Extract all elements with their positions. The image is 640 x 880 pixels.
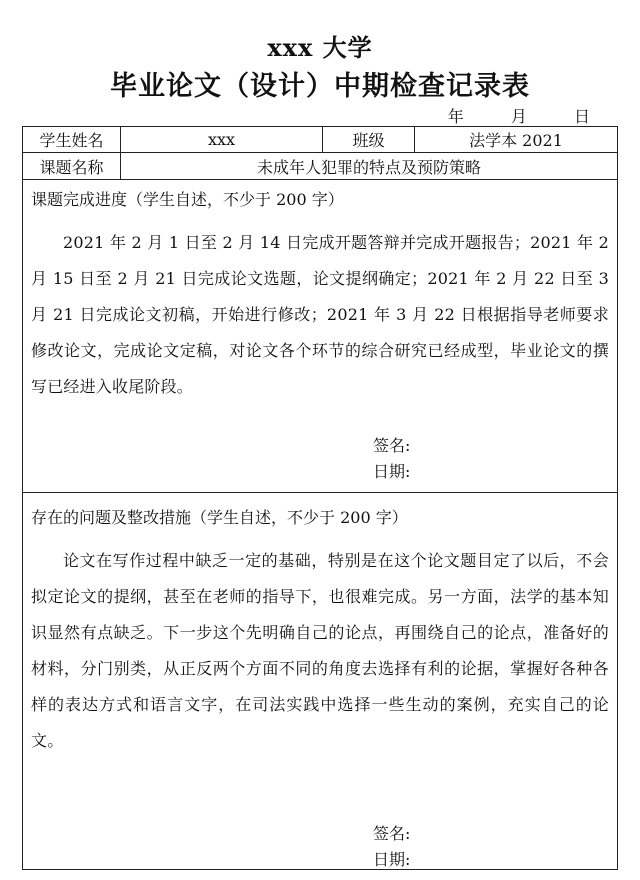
student-info-row <box>23 127 617 153</box>
issues-body: 论文在写作过程中缺乏一定的基础，特别是在这个论文题目定了以后，不会拟定论文的提纲，甚至在老师的指导下，也很难完成。另一方面，法学的基本知识显然有点缺乏。下一步这个先明确自己的论点，再围绕自己的论点，准备好的材料，分门别类，从正反两个方面不同的角度去选择有利的论据，掌握好各种各样的表达方式和语言文字，在司法实践中选择一些生动的案例，充实自己的论文。 <box>31 551 609 750</box>
record-form-table <box>22 126 618 870</box>
section-divider <box>23 492 617 493</box>
class-label: 班级 <box>323 127 415 152</box>
student-name-value: xxx <box>121 127 323 152</box>
topic-label: 课题名称 <box>23 153 121 179</box>
topic-row <box>23 153 617 180</box>
progress-body: 2021 年 2 月 1 日至 2 月 14 日完成开题答辩并完成开题报告；2021 年 2 月 15 日至 2 月 21 日完成论文选题，论文提纲确定；2021 年 2 月 22 日至 3 月 21 日完成论文初稿，开始进行修改；2021 年 3 月 22 日根据指导老师要求修改论文，完成论文定稿，对论文各个环节的综合研究已经成型，毕业论文的撰写已经进入收尾阶段。 <box>31 233 609 396</box>
form-title: 毕业论文（设计）中期检查记录表 <box>110 71 530 102</box>
issues-heading: 存在的问题及整改措施（学生自述，不少于 200 字） <box>31 508 408 527</box>
progress-signature-label: 签名: <box>373 436 411 455</box>
issues-signature-label: 签名: <box>373 824 411 843</box>
date-month-label: 月 <box>510 107 527 126</box>
progress-date-label: 日期: <box>373 462 411 481</box>
class-value: 法学本 2021 <box>469 131 563 150</box>
topic-value: 未成年人犯罪的特点及预防策略 <box>256 157 481 177</box>
date-day-label: 日 <box>573 107 590 126</box>
issues-date-label: 日期: <box>373 850 411 869</box>
student-name-label: 学生姓名 <box>23 127 121 152</box>
date-year-label: 年 <box>447 107 464 126</box>
university-title: xxx 大学 <box>267 33 373 62</box>
form-date-line <box>448 104 590 127</box>
progress-heading: 课题完成进度（学生自述，不少于 200 字） <box>31 190 344 209</box>
